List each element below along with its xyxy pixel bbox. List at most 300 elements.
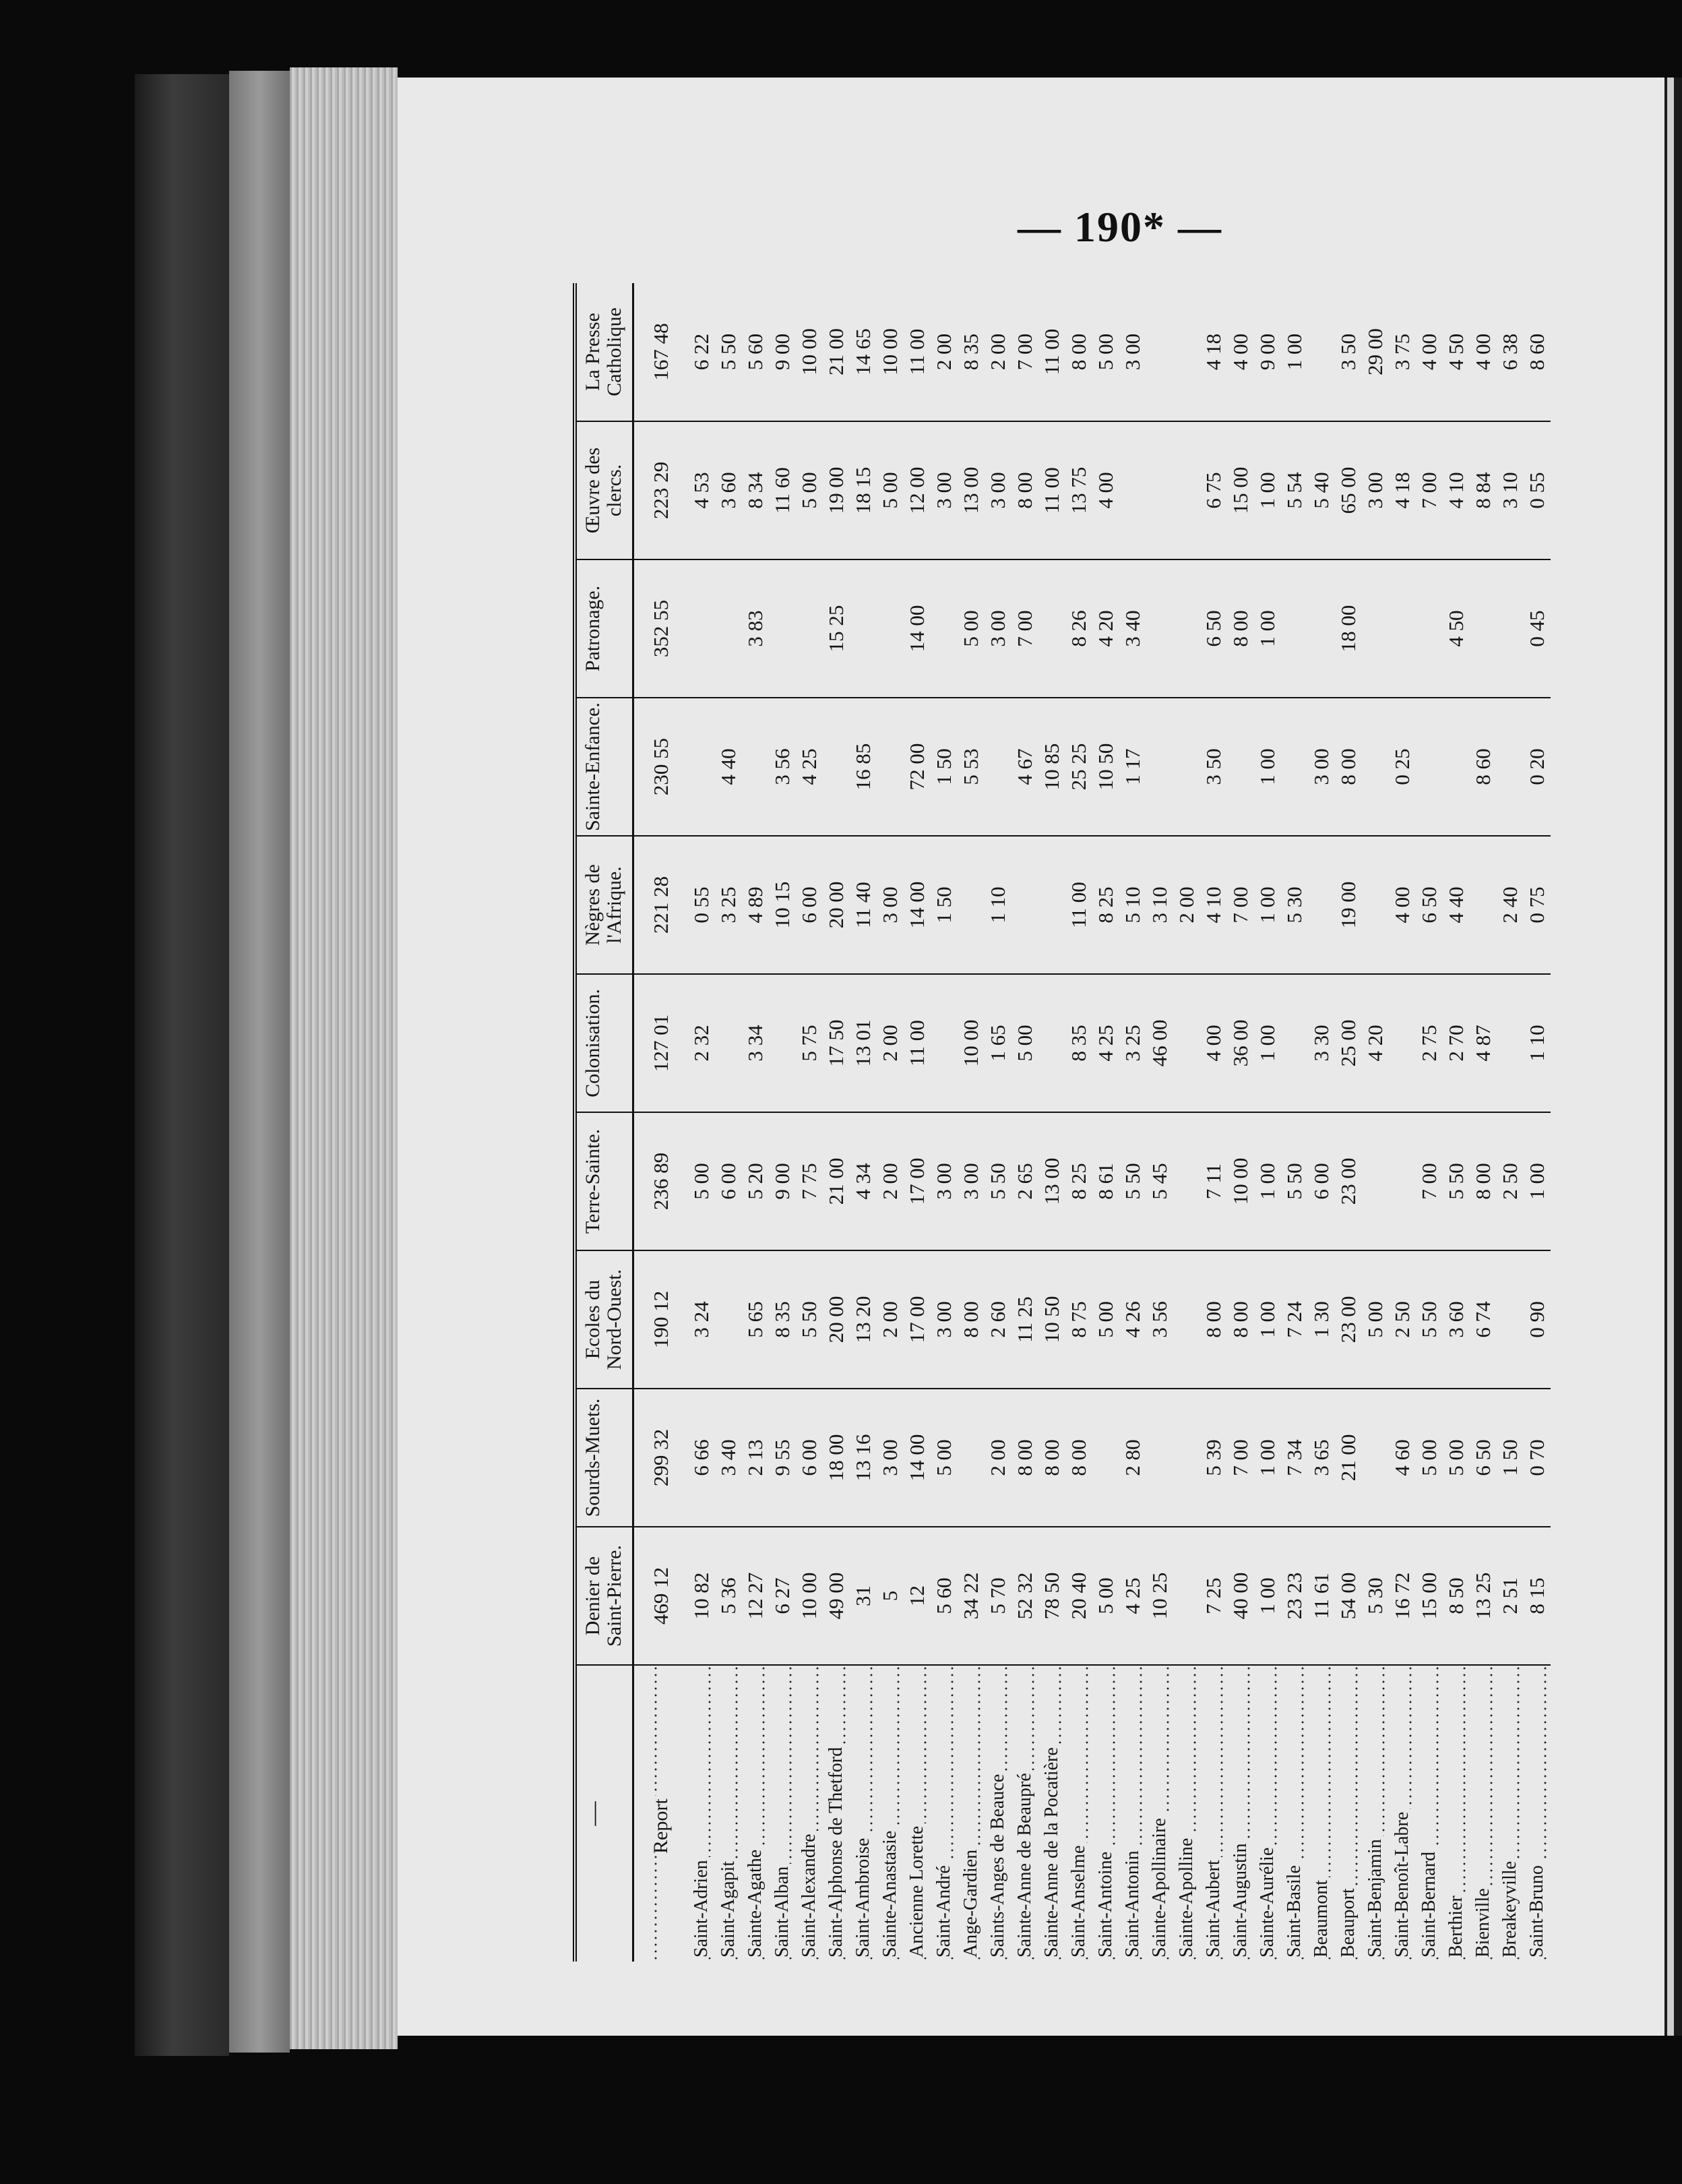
amount-cell: 21 00: [823, 283, 850, 421]
amount-cell: 3 50: [1335, 283, 1362, 421]
amount-cell: 1 50: [931, 836, 958, 974]
amount-cell: 10 00: [796, 283, 823, 421]
amount-cell: 7 00: [1227, 1389, 1254, 1527]
amount-cell: 4 26: [1119, 1250, 1146, 1389]
amount-cell: 1 50: [1497, 1389, 1524, 1527]
amount-cell: [1038, 836, 1065, 974]
header-column-10: La Presse Catholique: [575, 283, 633, 421]
amount-cell: 2 00: [1173, 836, 1200, 974]
amount-cell: [715, 559, 742, 698]
amount-cell: [1092, 1389, 1119, 1527]
amount-cell: [1308, 836, 1335, 974]
amount-cell: 5 20: [742, 1112, 769, 1250]
amount-cell: [1497, 559, 1524, 698]
amount-cell: 5 00: [1011, 974, 1038, 1112]
amount-cell: 2 75: [1416, 974, 1443, 1112]
header-column-4: Terre-Sainte.: [575, 1112, 633, 1250]
amount-cell: [1362, 698, 1389, 836]
parish-name: Bienville: [1472, 1885, 1493, 1958]
amount-cell: 11 61: [1308, 1527, 1335, 1665]
amount-cell: 5 53: [958, 698, 985, 836]
amount-cell: 190 12: [633, 1250, 689, 1389]
amount-cell: 1 10: [985, 836, 1011, 974]
amount-cell: 9 00: [769, 283, 796, 421]
amount-cell: 10 82: [688, 1527, 715, 1665]
amount-cell: 10 00: [1227, 1112, 1254, 1250]
amount-cell: 5 00: [931, 1389, 958, 1527]
amount-cell: 46 00: [1146, 974, 1173, 1112]
table-row: [850, 283, 877, 1962]
amount-cell: 6 38: [1497, 283, 1524, 421]
amount-cell: 0 55: [688, 836, 715, 974]
amount-cell: 3 75: [1389, 283, 1416, 421]
table-row: [1335, 283, 1362, 1962]
parish-name-cell: [1389, 1665, 1416, 1962]
amount-cell: 1 00: [1254, 698, 1281, 836]
amount-cell: 10 50: [1038, 1250, 1065, 1389]
parish-name: Saint-Aubert: [1203, 1857, 1224, 1958]
amount-cell: 8 34: [742, 421, 769, 559]
amount-cell: [688, 559, 715, 698]
amount-cell: 13 75: [1065, 421, 1092, 559]
table-header: [575, 283, 633, 1962]
parish-name: Saint-Anselme: [1068, 1843, 1089, 1958]
table-row: [1146, 283, 1173, 1962]
amount-cell: 2 50: [1389, 1250, 1416, 1389]
amount-cell: [1362, 836, 1389, 974]
amount-cell: 7 00: [1416, 421, 1443, 559]
amount-cell: 18 00: [823, 1389, 850, 1527]
amount-cell: 3 00: [931, 421, 958, 559]
amount-cell: 4 18: [1389, 421, 1416, 559]
amount-cell: 5 50: [715, 283, 742, 421]
amount-cell: [931, 559, 958, 698]
amount-cell: 19 00: [1335, 836, 1362, 974]
amount-cell: 5 54: [1281, 421, 1308, 559]
amount-cell: 7 34: [1281, 1389, 1308, 1527]
amount-cell: 0 45: [1524, 559, 1551, 698]
table-row: [1011, 283, 1038, 1962]
book-spine-dark: [135, 74, 229, 2056]
amount-cell: 469 12: [633, 1527, 689, 1665]
amount-cell: 4 10: [1200, 836, 1227, 974]
amount-cell: 7 24: [1281, 1250, 1308, 1389]
amount-cell: 3 00: [877, 836, 904, 974]
header-column-2: Sourds-Muets.: [575, 1389, 633, 1527]
header-column-7: Sainte-Enfance.: [575, 698, 633, 836]
amount-cell: [958, 1389, 985, 1527]
amount-cell: 8 50: [1443, 1527, 1470, 1665]
parish-name: Saint-Bernard: [1419, 1849, 1439, 1958]
amount-cell: 5 30: [1281, 836, 1308, 974]
amount-cell: 352 55: [633, 559, 689, 698]
amount-cell: 3 30: [1308, 974, 1335, 1112]
parish-name: Saint-Basile: [1284, 1862, 1305, 1958]
table-row: [1362, 283, 1389, 1962]
amount-cell: 2 13: [742, 1389, 769, 1527]
table-row: [1443, 283, 1470, 1962]
amount-cell: 7 00: [1011, 283, 1038, 421]
amount-cell: 3 56: [769, 698, 796, 836]
amount-cell: 3 25: [1119, 974, 1146, 1112]
table-row: [1470, 283, 1497, 1962]
parish-name: Saint-Antonin: [1122, 1848, 1143, 1958]
amount-cell: [1119, 421, 1146, 559]
amount-cell: [1173, 559, 1200, 698]
amount-cell: [1362, 1112, 1389, 1250]
parish-name-cell: [1416, 1665, 1443, 1962]
amount-cell: 1 30: [1308, 1250, 1335, 1389]
amount-cell: 3 56: [1146, 1250, 1173, 1389]
amount-cell: 8 35: [1065, 974, 1092, 1112]
amount-cell: 1 50: [931, 698, 958, 836]
table-row: [1524, 283, 1551, 1962]
amount-cell: 5 39: [1200, 1389, 1227, 1527]
parish-name-cell: [1308, 1665, 1335, 1962]
parish-name: Saint-Agapit: [718, 1858, 739, 1958]
amount-cell: 52 32: [1011, 1527, 1038, 1665]
amount-cell: 8 00: [1227, 559, 1254, 698]
parish-name-cell: [1443, 1665, 1470, 1962]
table-row: [742, 283, 769, 1962]
table-row: [958, 283, 985, 1962]
amount-cell: 5 50: [985, 1112, 1011, 1250]
amount-cell: 12 00: [904, 421, 931, 559]
parish-name: Ange-Gardien: [960, 1847, 981, 1958]
amount-cell: 8 25: [1092, 836, 1119, 974]
parish-name: Berthier: [1445, 1893, 1466, 1958]
amount-cell: 10 50: [1092, 698, 1119, 836]
parish-name: Sainte-Apollinaire: [1149, 1815, 1170, 1958]
parish-name-cell: [823, 1665, 850, 1962]
parish-name-cell: [1173, 1665, 1200, 1962]
amount-cell: 3 00: [931, 1250, 958, 1389]
amount-cell: 1 00: [1254, 974, 1281, 1112]
amount-cell: 3 00: [985, 421, 1011, 559]
amount-cell: 8 00: [1011, 1389, 1038, 1527]
amount-cell: 3 40: [1119, 559, 1146, 698]
amount-cell: 11 00: [1065, 836, 1092, 974]
amount-cell: 1 65: [985, 974, 1011, 1112]
parish-name: Saint-Augustin: [1230, 1840, 1251, 1958]
parish-name: Ancienne Lorette: [906, 1823, 927, 1958]
amount-cell: [1281, 698, 1308, 836]
parish-name-cell: [931, 1665, 958, 1962]
parish-name-cell: [1146, 1665, 1173, 1962]
amount-cell: 299 32: [633, 1389, 689, 1527]
amount-cell: [1173, 421, 1200, 559]
header-name-column: —: [575, 1665, 633, 1962]
amount-cell: [1416, 559, 1443, 698]
amount-cell: 7 00: [1416, 1112, 1443, 1250]
amount-cell: 2 40: [1497, 836, 1524, 974]
amount-cell: 230 55: [633, 698, 689, 836]
table-row: [796, 283, 823, 1962]
amount-cell: 3 00: [877, 1389, 904, 1527]
amount-cell: 8 15: [1524, 1527, 1551, 1665]
table-row: [1119, 283, 1146, 1962]
amount-cell: 0 90: [1524, 1250, 1551, 1389]
amount-cell: 5 00: [1092, 1527, 1119, 1665]
amount-cell: 17 00: [904, 1250, 931, 1389]
amount-cell: 1 00: [1524, 1112, 1551, 1250]
amount-cell: 2 65: [1011, 1112, 1038, 1250]
amount-cell: 1 00: [1254, 1527, 1281, 1665]
parish-name-cell: [1038, 1665, 1065, 1962]
amount-cell: [1362, 1389, 1389, 1527]
parish-name-cell: [1470, 1665, 1497, 1962]
amount-cell: 15 00: [1227, 421, 1254, 559]
amount-cell: 3 60: [1443, 1250, 1470, 1389]
amount-cell: 5 75: [796, 974, 823, 1112]
amount-cell: 10 15: [769, 836, 796, 974]
amount-cell: [1389, 559, 1416, 698]
amount-cell: [1173, 283, 1200, 421]
parish-name: Beauport: [1338, 1885, 1359, 1958]
amount-cell: 72 00: [904, 698, 931, 836]
parish-name: Sainte-Agathe: [745, 1847, 766, 1958]
parish-name-cell: [958, 1665, 985, 1962]
table-row: [985, 283, 1011, 1962]
amount-cell: 2 00: [877, 974, 904, 1112]
amount-cell: 23 00: [1335, 1112, 1362, 1250]
amount-cell: 65 00: [1335, 421, 1362, 559]
amount-cell: [1146, 421, 1173, 559]
amount-cell: [1308, 283, 1335, 421]
amount-cell: [1146, 698, 1173, 836]
amount-cell: 13 20: [850, 1250, 877, 1389]
amount-cell: 11 00: [1038, 283, 1065, 421]
table-row: [1497, 283, 1524, 1962]
parish-name-cell: [769, 1665, 796, 1962]
amount-cell: 11 00: [1038, 421, 1065, 559]
table-row: [931, 283, 958, 1962]
parish-name: Breakeyville: [1499, 1858, 1520, 1958]
parish-name-cell: [715, 1665, 742, 1962]
amount-cell: 23 23: [1281, 1527, 1308, 1665]
amount-cell: 5 70: [985, 1527, 1011, 1665]
amount-cell: 4 00: [1389, 836, 1416, 974]
amount-cell: 14 65: [850, 283, 877, 421]
amount-cell: 2 51: [1497, 1527, 1524, 1665]
amount-cell: 2 00: [877, 1112, 904, 1250]
amount-cell: 4 89: [742, 836, 769, 974]
amount-cell: 5 00: [1362, 1250, 1389, 1389]
amount-cell: [850, 559, 877, 698]
amount-cell: [1173, 1527, 1200, 1665]
right-page-edge: [1664, 78, 1682, 2036]
amount-cell: 10 00: [958, 974, 985, 1112]
amount-cell: 8 84: [1470, 421, 1497, 559]
amount-cell: 3 00: [931, 1112, 958, 1250]
amount-cell: 3 83: [742, 559, 769, 698]
table-row: [1173, 283, 1200, 1962]
amount-cell: 8 75: [1065, 1250, 1092, 1389]
amount-cell: 9 00: [1254, 283, 1281, 421]
parish-name-cell: [742, 1665, 769, 1962]
amount-cell: 6 75: [1200, 421, 1227, 559]
amount-cell: 5 00: [796, 421, 823, 559]
amount-cell: 5 00: [1443, 1389, 1470, 1527]
amount-cell: 14 00: [904, 1389, 931, 1527]
parish-name-cell: [1119, 1665, 1146, 1962]
amount-cell: 0 25: [1389, 698, 1416, 836]
amount-cell: 3 60: [715, 421, 742, 559]
parish-name: Saint-André: [933, 1862, 954, 1958]
amount-cell: 14 00: [904, 836, 931, 974]
parish-name-cell: [1335, 1665, 1362, 1962]
amount-cell: [769, 559, 796, 698]
amount-cell: 5 50: [1119, 1112, 1146, 1250]
table-row: [1308, 283, 1335, 1962]
amount-cell: 6 22: [688, 283, 715, 421]
amount-cell: 1 00: [1254, 1389, 1281, 1527]
table-row: [1416, 283, 1443, 1962]
amount-cell: 36 00: [1227, 974, 1254, 1112]
table-body: [633, 283, 1551, 1962]
amount-cell: [1416, 698, 1443, 836]
amount-cell: 8 35: [769, 1250, 796, 1389]
amount-cell: 5 50: [1281, 1112, 1308, 1250]
amount-cell: 5 50: [1443, 1112, 1470, 1250]
amount-cell: [1281, 974, 1308, 1112]
amount-cell: [1497, 1250, 1524, 1389]
amount-cell: 40 00: [1227, 1527, 1254, 1665]
amount-cell: 4 25: [1092, 974, 1119, 1112]
amount-cell: 3 25: [715, 836, 742, 974]
amount-cell: 8 00: [1065, 1389, 1092, 1527]
parish-name: Saint-Benjamin: [1365, 1836, 1385, 1958]
amount-cell: [1173, 974, 1200, 1112]
amount-cell: 2 00: [877, 1250, 904, 1389]
header-column-3: Ecoles du Nord-Ouest.: [575, 1250, 633, 1389]
amount-cell: 14 00: [904, 559, 931, 698]
amount-cell: 127 01: [633, 974, 689, 1112]
amount-cell: [742, 698, 769, 836]
amount-cell: 4 00: [1092, 421, 1119, 559]
header-column-1: Denier de Saint-Pierre.: [575, 1527, 633, 1665]
header-column-8: Patronage.: [575, 559, 633, 698]
amount-cell: 8 61: [1092, 1112, 1119, 1250]
amount-cell: 5 60: [931, 1527, 958, 1665]
parish-name-cell: [985, 1665, 1011, 1962]
amount-cell: 0 75: [1524, 836, 1551, 974]
amount-cell: 12: [904, 1527, 931, 1665]
table-row: [1227, 283, 1254, 1962]
amount-cell: 1 00: [1254, 559, 1281, 698]
amount-cell: [1497, 698, 1524, 836]
amount-cell: [1308, 559, 1335, 698]
amount-cell: [1389, 974, 1416, 1112]
amount-cell: [1362, 559, 1389, 698]
amount-cell: 8 00: [1470, 1112, 1497, 1250]
parish-name: Saint-Alexandre: [799, 1831, 819, 1958]
amount-cell: 20 00: [823, 1250, 850, 1389]
amount-cell: [1146, 1389, 1173, 1527]
parish-name: Sainte-Anne de Beaupré: [1014, 1770, 1035, 1958]
amount-cell: 13 16: [850, 1389, 877, 1527]
donations-table: [573, 283, 1551, 1962]
amount-cell: 4 25: [1119, 1527, 1146, 1665]
amount-cell: 2 32: [688, 974, 715, 1112]
amount-cell: 25 25: [1065, 698, 1092, 836]
amount-cell: 8 00: [1200, 1250, 1227, 1389]
amount-cell: 4 60: [1389, 1389, 1416, 1527]
amount-cell: 8 25: [1065, 1112, 1092, 1250]
page-edges: [290, 67, 398, 2049]
amount-cell: 3 00: [985, 559, 1011, 698]
parish-name: Saints-Anges de Beauce: [987, 1771, 1008, 1958]
table-row: [1389, 283, 1416, 1962]
amount-cell: 6 00: [715, 1112, 742, 1250]
amount-cell: 6 50: [1416, 836, 1443, 974]
header-column-5: Colonisation.: [575, 974, 633, 1112]
amount-cell: 3 00: [1308, 698, 1335, 836]
parish-name-cell: [1065, 1665, 1092, 1962]
parish-name-cell: [877, 1665, 904, 1962]
amount-cell: 5 30: [1362, 1527, 1389, 1665]
amount-cell: [958, 836, 985, 974]
amount-cell: 15 25: [823, 559, 850, 698]
amount-cell: 4 10: [1443, 421, 1470, 559]
amount-cell: 8 35: [958, 283, 985, 421]
parish-name-cell: [633, 1665, 689, 1962]
amount-cell: 5 00: [1092, 1250, 1119, 1389]
amount-cell: 6 50: [1200, 559, 1227, 698]
amount-cell: [1227, 698, 1254, 836]
amount-cell: 5 00: [1416, 1389, 1443, 1527]
amount-cell: 8 00: [1065, 283, 1092, 421]
amount-cell: 3 65: [1308, 1389, 1335, 1527]
amount-cell: 13 01: [850, 974, 877, 1112]
amount-cell: 4 18: [1200, 283, 1227, 421]
amount-cell: [1389, 1112, 1416, 1250]
amount-cell: 2 00: [985, 283, 1011, 421]
header-column-6: Nègres de l'Afrique.: [575, 836, 633, 974]
amount-cell: [1038, 559, 1065, 698]
amount-cell: 1 00: [1281, 283, 1308, 421]
amount-cell: [1173, 1389, 1200, 1527]
amount-cell: 4 53: [688, 421, 715, 559]
amount-cell: 5 40: [1308, 421, 1335, 559]
amount-cell: [823, 698, 850, 836]
table-row: [1092, 283, 1119, 1962]
amount-cell: 10 00: [877, 283, 904, 421]
amount-cell: [1470, 559, 1497, 698]
amount-cell: 4 50: [1443, 559, 1470, 698]
amount-cell: 13 25: [1470, 1527, 1497, 1665]
amount-cell: 4 00: [1200, 974, 1227, 1112]
parish-name: Sainte-Anastasie: [879, 1828, 900, 1958]
table-row: [1200, 283, 1227, 1962]
table-row: [904, 283, 931, 1962]
rotated-table-wrapper: [573, 283, 1549, 1962]
parish-name: Report: [650, 1796, 672, 1854]
amount-cell: 5 60: [742, 283, 769, 421]
parish-name-cell: [1092, 1665, 1119, 1962]
table-row: [823, 283, 850, 1962]
amount-cell: 1 17: [1119, 698, 1146, 836]
amount-cell: 5 00: [958, 559, 985, 698]
amount-cell: 13 00: [1038, 1112, 1065, 1250]
amount-cell: 34 22: [958, 1527, 985, 1665]
parish-name: Saint-Alban: [772, 1864, 792, 1958]
amount-cell: [931, 974, 958, 1112]
amount-cell: [1173, 1112, 1200, 1250]
amount-cell: 25 00: [1335, 974, 1362, 1112]
amount-cell: 3 50: [1200, 698, 1227, 836]
amount-cell: 11 00: [904, 974, 931, 1112]
